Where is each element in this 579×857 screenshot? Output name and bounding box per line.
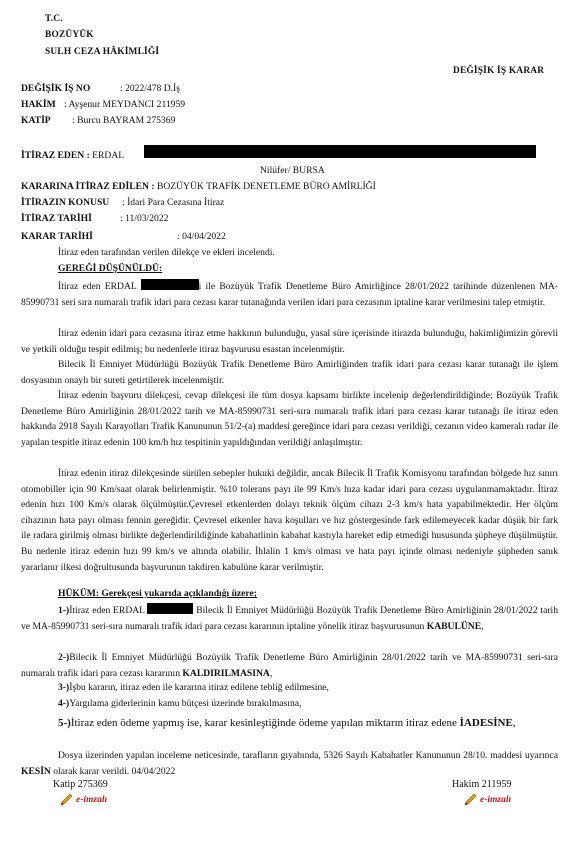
pen-icon [60,793,74,806]
konu-value: : İdari Para Cezasına İtiraz [122,197,225,208]
katip-signature: Katip 275369 [53,779,108,790]
hakim-label: HAKİM [21,99,56,110]
pen-icon [464,793,478,806]
hakim-eimza: e-imzalı [464,793,511,806]
header-court: SULH CEZA HÂKİMLİĞİ [45,47,160,57]
kararina-itiraz-row [21,181,376,192]
paragraph-2: İtiraz edenin idari para cezasına itiraz etme hakkının bulunduğu, yasal süre içerisinde itirazda bulunduğu, hakimliğimizin görevli ve yetkili olduğu tespit edilmiş; bu nedenlerle itiraz başvurusu esastan incelenmiştir. [21,328,558,355]
kararina-itiraz-value: BOZÜYÜK TRAFİK DENETLEME BÜRO AMİRLİĞİ [156,181,376,192]
itiraz-eden-address: Nilüfer/ BURSA [260,165,325,176]
hukum-heading: HÜKÜM: Gerekçesi yukarıda açıklandığı üzere; [58,588,257,599]
hakim-value: : Ayşenur MEYDANCI 211959 [64,99,186,110]
karar-tarihi-label: KARAR TARİHİ [21,231,93,242]
hakim-signature: Hakim 211959 [452,779,512,790]
karar-tarihi-value: : 04/04/2022 [177,231,226,242]
paragraph-3: Bilecik İl Emniyet Müdürlüğü Bozüyük Trafik Denetleme Büro Amirliğinden trafik idari para cezası karar tutanağı ile işlem dosyasının onaylı bir sureti getirtilerek incelenmiştir. [21,359,558,386]
itiraz-eden-name: ERDAL [92,150,125,161]
redaction-bar-inline [141,279,199,290]
redaction-bar-inline [147,603,193,614]
itiraz-eden-row [21,150,124,161]
document-type: DEĞİŞİK İŞ KARAR [453,66,545,76]
redaction-bar [144,145,536,158]
katip-value: : Burcu BAYRAM 275369 [72,115,176,126]
paragraph-4: İtiraz edenin başvuru dilekçesi, cevap dilekçesi ile tüm dosya kapsamı birlikte incelenip değerlendirildiğinde; Bozüyük Trafik Denetleme Büro Amirliğinin 28/01/2022 tarih ve MA-85990731 seri-sıra numaralı trafik idari para cezası karar tutanağı ile itiraz eden hakkında 2918 Sayılı Karayolları Trafik Kanununun 51/2-(a) maddesi gereğince idari para cezası verildiği, cezanın video kameralı radar ile yapılan tespitle itiraz edenin 100 km/h hız tespitinin yapıldığından verildiği anlaşılmıştır. [21,390,558,448]
is-no-value: : 2022/478 D.İş [120,83,180,94]
itiraz-tarihi-label: İTİRAZ TARİHİ [21,213,92,224]
hukum-item-1: 1-)İtiraz eden ERDAL Bilecik İl Emniyet Müdürlüğü Bozüyük Trafik Denetleme Büro Amirliğinin 28/01/2022 tarih ve MA-85990731 seri-sıra numaralı trafik idari para cezası kararının iptaline yönelik itiraz başvurusunun KABULÜNE, [21,605,558,632]
header-tc: T.C. [45,14,63,24]
itiraz-eden-label: İTİRAZ EDEN : [21,150,93,161]
paragraph-1: İtiraz eden ERDAL i ile Bozüyük Trafik Denetleme Büro Amirliğince 28/01/2022 tarihinde düzenlenen MA-85990731 seri sıra numaralı trafik idari para cezası karar tutanağında verilen idari para cezasının iptaline karar verilmesini talep etmiştir. [21,281,558,308]
hukum-item-3: 3-)İşbu kararın, itiraz eden ile kararına itiraz edilene tebliğ edilmesine, [58,682,329,693]
intro-text: İtiraz eden tarafından verilen dilekçe ve ekleri incelendi. [58,247,275,258]
katip-eimza: e-imzalı [60,793,107,806]
katip-label: KATİP [21,115,51,126]
kararina-itiraz-label: KARARINA İTİRAZ EDİLEN : [21,181,157,192]
final-paragraph: Dosya üzerinden yapılan inceleme neticesinde, tarafların gıyabında, 5326 Sayılı Kabahatler Kanununun 28/10. maddesi uyarınca KESİN olarak karar verildi. 04/04/2022 [21,750,558,777]
geregi-heading: GEREĞİ DÜŞÜNÜLDÜ: [58,263,163,274]
hukum-item-4: 4-)Yargılama giderlerinin kamu bütçesi üzerinde bırakılmasına, [58,698,302,709]
paragraph-5: İtiraz edenin itiraz dilekçesinde sürülen sebepler hukuki değildir, ancak Bilecik İl Trafik Komisyonu tarafından bölgede hız sınırı otomobiller için 90 Km/saat olarak belirlenmiştir. %10 tolerans payı ile 99 Km/s hıza kadar idari para cezası uygulanmamaktadır. İtiraz edenin hızı 100 Km/s olarak ölçülmüştür.Çevresel etkenlerden dolayı teknik ölçüm cihazı 2-3 km/s hata yapabilmektedir. Her ölçüm cihazının hata payı olması fennin gereğidir. Çevresel etkenler hava koşulları ve hız göstergesinde fark edilemeyecek kadar düşük bir fark ile radara girilmiş olması birlikte değerlendirildiğinde kabahatlinin kabahat kastıyla hareket edip etmediği hususunda şüpheye düşülmüştür. Bu nedenle itiraz edenin hızı 99 km/s ve altında olabilir. İhlalin 1 km/s olması ve hata payı içinde olması nedeniyle şüpheden sanık yararlanır ilkesi doğrultusunda başvurunun takdiren kabulüne karar verilmiştir. [21,468,558,573]
is-no-label: DEĞİŞİK İŞ NO [21,83,91,94]
hukum-item-5: 5-)İtiraz eden ödeme yapmış ise, karar kesinleştiğinde ödeme yapılan miktarın itiraz edene İADESİNE, [58,717,516,729]
itiraz-tarihi-value: : 11/03/2022 [120,213,169,224]
konu-label: İTİRAZIN KONUSU [21,197,110,208]
header-city: BOZÜYÜK [45,30,94,40]
hukum-item-2: 2-)Bilecik İl Emniyet Müdürlüğü Bozüyük Trafik Denetleme Büro Amirliğinin 28/01/2022 tarih ve MA-85990731 seri-sıra numaralı trafik idari para cezası kararının KALDIRILMASINA, [21,652,558,679]
